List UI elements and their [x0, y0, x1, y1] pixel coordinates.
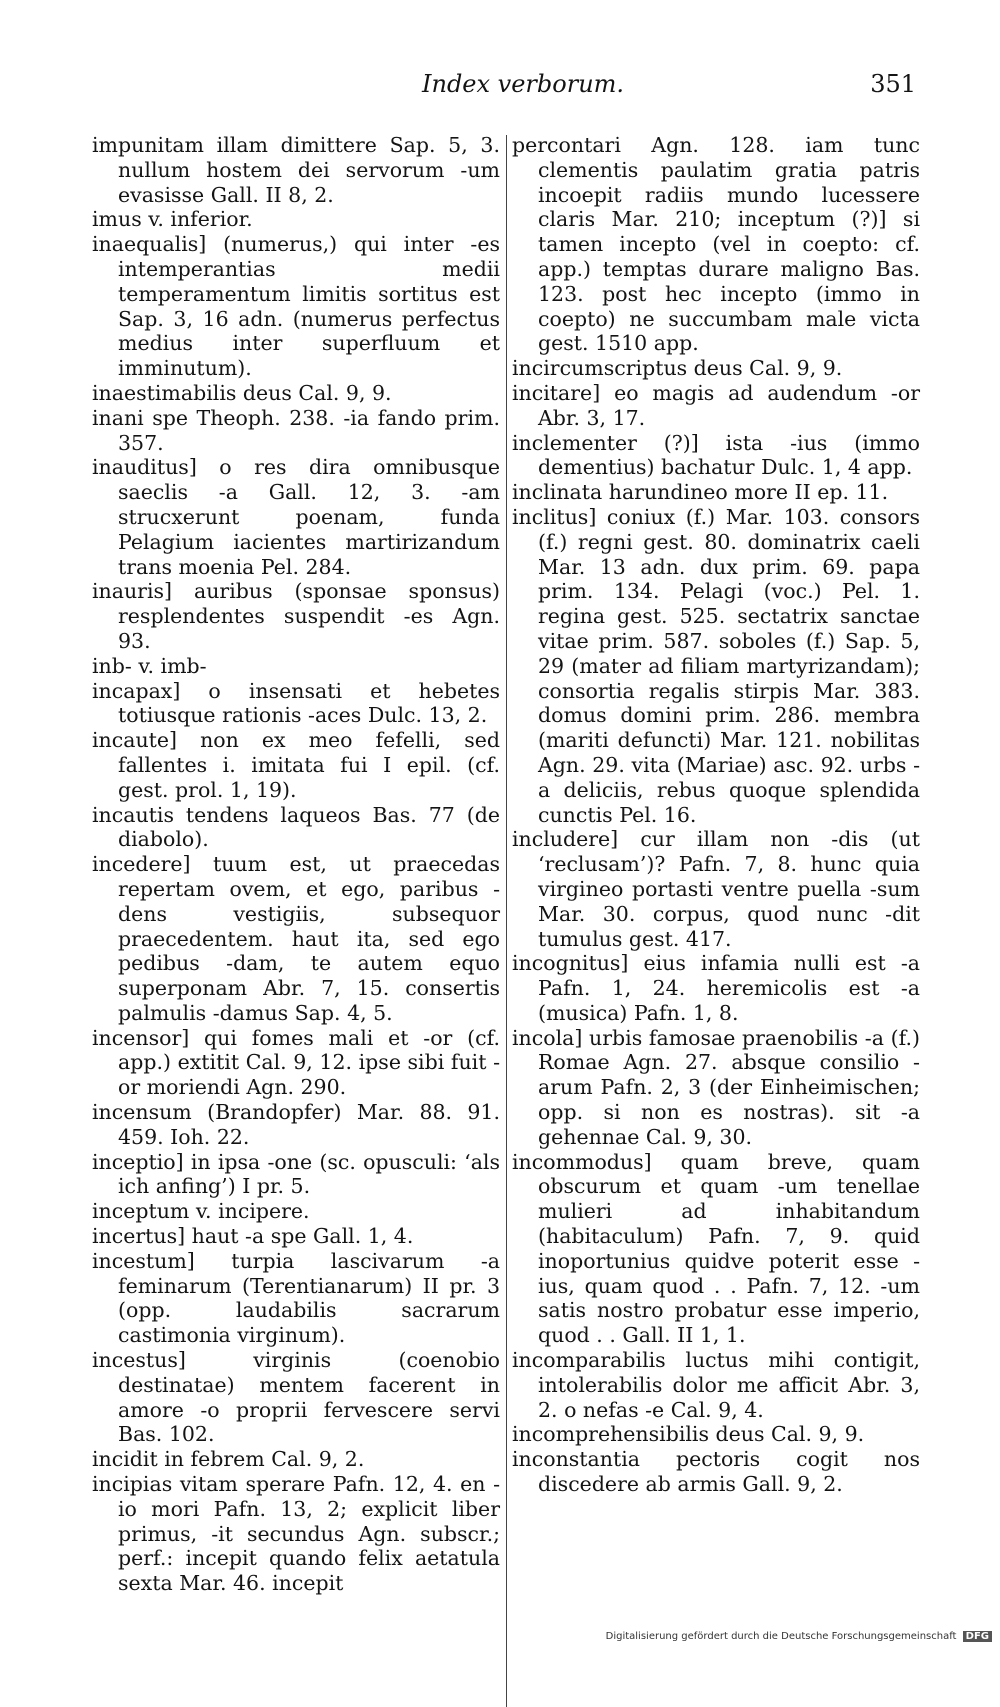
credit-text: Digitalisierung gefördert durch die Deutsche Forschungsgemeinschaft	[605, 1631, 957, 1642]
index-entry: inauris] auribus (sponsae sponsus) resplendentes suspendit -es Agn. 93.	[92, 579, 500, 653]
index-entry: inceptio] in ipsa -one (sc. opusculi: ‘als ich anfing’) I pr. 5.	[92, 1149, 500, 1199]
index-entry: imus v. inferior.	[92, 207, 253, 232]
index-entry: includere] cur illam non -dis (ut ‘reclusam’)? Pafn. 7, 8. hunc quia virgineo portasti ventre puella -sum Mar. 30. corpus, quod nunc -dit tumulus gest. 417.	[512, 827, 920, 951]
index-entry: incensum (Brandopfer) Mar. 88. 91. 459. Ioh. 22.	[92, 1100, 500, 1149]
digitization-credit	[606, 1631, 992, 1642]
page-number: 351	[870, 70, 916, 98]
index-entry: incertus] haut -a spe Gall. 1, 4.	[92, 1224, 414, 1249]
index-entry: incitare] eo magis ad audendum -or Abr. 3, 17.	[512, 380, 920, 430]
index-entry: inconstantia pectoris cogit nos discedere ab armis Gall. 9, 2.	[512, 1447, 920, 1497]
index-entry: inclitus] coniux (f.) Mar. 103. consors (f.) regni gest. 80. dominatrix caeli Mar. 13 adn. dux prim. 69. papa prim. 134. Pelagi (voc.) Pel. 1. regina gest. 525. sectatrix sanctae vitae prim. 587. soboles (f.) Sap. 5, 29 (mater ad filiam martyrizandam); consortia regalis stirpis Mar. 383. domus domini prim. 286. membra (mariti defuncti) Mar. 121. nobilitas Agn. 29. vita (Mariae) asc. 92. urbs -a deliciis, rebus quoque splendida cunctis Pel. 16.	[512, 504, 920, 827]
index-entry: incognitus] eius infamia nulli est -a Pafn. 1, 24. heremicolis est -a (musica) Pafn. 1, 8.	[512, 951, 920, 1025]
index-entry: incautis tendens laqueos Bas. 77 (de diabolo).	[92, 802, 500, 852]
index-entry: incensor] qui fomes mali et -or (cf. app.) extitit Cal. 9, 12. ipse sibi fuit -or moriendi Agn. 290.	[92, 1025, 500, 1100]
index-entry: impunitam illam dimittere Sap. 5, 3. nullum hostem dei servorum -um evasisse Gall. II 8, 2.	[92, 133, 500, 207]
index-column-right	[512, 133, 920, 1497]
index-entry: percontari Agn. 128. iam tunc clementis paulatim gratia patris incoepit radiis mundo lucessere claris Mar. 210; inceptum (?)] si tamen incepto (vel in coepto: cf. app.) temptas durare maligno Bas. 123. post hec incepto (immo in coepto) ne succumbam male victa gest. 1510 app.	[512, 133, 920, 356]
index-entry: inauditus] o res dira omnibusque saeclis -a Gall. 12, 3. -am strucxerunt poenam, funda Pelagium iacientes martirizandum trans moenia Pel. 284.	[92, 455, 500, 579]
index-entry: incomprehensibilis deus Cal. 9, 9.	[512, 1422, 865, 1447]
index-entry: incircumscriptus deus Cal. 9, 9.	[512, 356, 843, 381]
running-title: Index verborum.	[422, 70, 625, 98]
index-entry: inclementer (?)] ista -ius (immo dementius) bachatur Dulc. 1, 4 app.	[512, 430, 920, 480]
index-entry: incidit in febrem Cal. 9, 2.	[92, 1447, 365, 1472]
index-entry: incaute] non ex meo fefelli, sed fallentes i. imitata fui I epil. (cf. gest. prol. 1, 19).	[92, 728, 500, 802]
index-entry: incipias vitam sperare Pafn. 12, 4. en -io mori Pafn. 13, 2; explicit liber primus, -it secundus Agn. subscr.; perf.: incepit quando felix aetatula sexta Mar. 46. incepit	[92, 1472, 500, 1596]
index-entry: incedere] tuum est, ut praecedas repertam ovem, et ego, paribus -dens vestigiis, subsequor praecedentem. haut ita, sed ego pedibus -dam, te autem equo superponam Abr. 7, 15. consertis palmulis -damus Sap. 4, 5.	[92, 852, 500, 1025]
index-entry: inaequalis] (numerus,) qui inter -es intemperantias medii temperamentum limitis sortitus est Sap. 3, 16 adn. (numerus perfectus medius inter superfluum et imminutum).	[92, 232, 500, 381]
index-entry: inaestimabilis deus Cal. 9, 9.	[92, 380, 392, 405]
index-entry: inb- v. imb-	[92, 653, 207, 678]
column-divider	[506, 135, 507, 1707]
index-column-left	[92, 133, 500, 1596]
index-entry: incestum] turpia lascivarum -a feminarum (Terentianarum) II pr. 3 (opp. laudabilis sacrarum castimonia virginum).	[92, 1248, 500, 1348]
dfg-logo: DFG	[963, 1631, 992, 1642]
page-header	[92, 70, 916, 104]
index-entry: inani spe Theoph. 238. -ia fando prim. 357.	[92, 405, 500, 455]
index-entry: incommodus] quam breve, quam obscurum et quam -um tenellae mulieri ad inhabitandum (habitaculum) Pafn. 7, 9. quid inoportunius quidve poterit esse -ius, quam quod . . Pafn. 7, 12. -um satis nostro probatur esse imperio, quod . . Gall. II 1, 1.	[512, 1149, 920, 1348]
index-entry: incestus] virginis (coenobio destinatae) mentem facerent in amore -o proprii fervescere servi Bas. 102.	[92, 1348, 500, 1447]
index-entry: incomparabilis luctus mihi contigit, intolerabilis dolor me afficit Abr. 3, 2. o nefas -e Cal. 9, 4.	[512, 1348, 920, 1422]
index-entry: incapax] o insensati et hebetes totiusque rationis -aces Dulc. 13, 2.	[92, 678, 500, 728]
index-entry: incola] urbis famosae praenobilis -a (f.) Romae Agn. 27. absque consilio -arum Pafn. 2, 3 (der Einheimischen; opp. si non es nostras). sit -a gehennae Cal. 9, 30.	[512, 1025, 920, 1149]
index-entry: inclinata harundineo more II ep. 11.	[512, 480, 889, 505]
index-entry: inceptum v. incipere.	[92, 1199, 310, 1224]
